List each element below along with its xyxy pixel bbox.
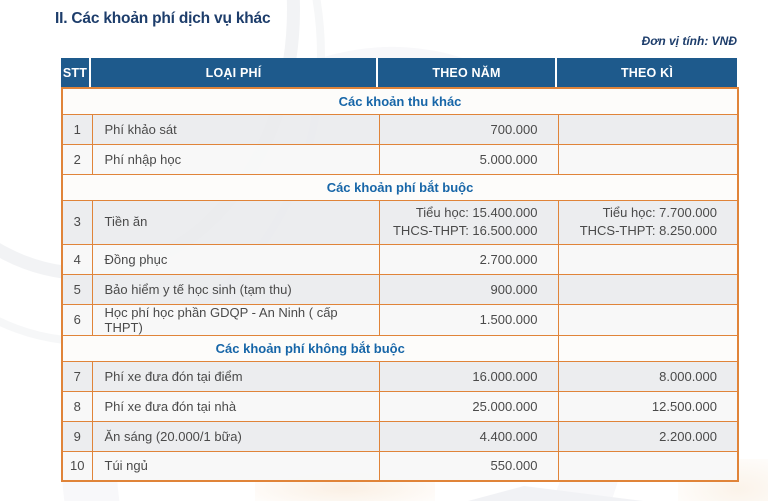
fees-table [61, 58, 737, 482]
column-header-fee: LOẠI PHÍ [91, 58, 378, 87]
yearly-amount-cell: 4.400.000 [379, 421, 558, 451]
fee-name-cell: Phí xe đưa đón tại nhà [92, 391, 379, 421]
term-amount-cell: 12.500.000 [558, 391, 738, 421]
yearly-amount-cell: 2.700.000 [379, 244, 558, 274]
page-title: II. Các khoản phí dịch vụ khác [55, 10, 271, 27]
fee-name-cell: Túi ngủ [92, 451, 379, 481]
fee-name-cell: Bảo hiểm y tế học sinh (tạm thu) [92, 274, 379, 304]
row-number-cell: 8 [62, 391, 92, 421]
term-amount-cell [558, 244, 738, 274]
table-row [62, 144, 738, 174]
fee-name-cell: Phí khảo sát [92, 114, 379, 144]
column-header-stt: STT [61, 58, 91, 87]
row-number-cell: 1 [62, 114, 92, 144]
yearly-amount-cell: 5.000.000 [379, 144, 558, 174]
row-number-cell: 10 [62, 451, 92, 481]
fee-name-cell: Học phí học phần GDQP - An Ninh ( cấp THPT) [92, 304, 379, 335]
table-header-row [61, 58, 737, 87]
table-row [62, 304, 738, 335]
section-empty-cell [558, 335, 738, 361]
term-amount-cell: 8.000.000 [558, 361, 738, 391]
term-amount-cell: Tiểu học: 7.700.000 THCS-THPT: 8.250.000 [558, 200, 738, 244]
section-label: Các khoản phí không bắt buộc [62, 335, 558, 361]
yearly-amount-cell: 1.500.000 [379, 304, 558, 335]
row-number-cell: 9 [62, 421, 92, 451]
table-row [62, 421, 738, 451]
column-header-term: THEO KÌ [620, 65, 674, 80]
fee-name-cell: Tiền ăn [92, 200, 379, 244]
content-area [55, 10, 737, 482]
section-label: Các khoản phí bắt buộc [62, 174, 738, 200]
table-row [62, 114, 738, 144]
fee-name-cell: Ăn sáng (20.000/1 bữa) [92, 421, 379, 451]
fee-name-cell: Phí xe đưa đón tại điểm [92, 361, 379, 391]
term-amount-cell [558, 144, 738, 174]
row-number-cell: 5 [62, 274, 92, 304]
table-row [62, 361, 738, 391]
fee-name-cell: Đồng phục [92, 244, 379, 274]
yearly-amount-cell: 550.000 [379, 451, 558, 481]
yearly-amount-cell: 900.000 [379, 274, 558, 304]
row-number-cell: 7 [62, 361, 92, 391]
yearly-amount-cell: 16.000.000 [379, 361, 558, 391]
row-number-cell: 3 [62, 200, 92, 244]
yearly-amount-cell: 700.000 [379, 114, 558, 144]
term-amount-cell [558, 451, 738, 481]
section-row [62, 174, 738, 200]
yearly-amount-cell: 25.000.000 [379, 391, 558, 421]
row-number-cell: 4 [62, 244, 92, 274]
currency-unit-note: Đơn vị tính: VNĐ [641, 34, 737, 48]
section-label: Các khoản thu khác [62, 88, 738, 114]
fees-table-body [61, 87, 739, 482]
column-header-yearly: THEO NĂM [378, 58, 557, 87]
table-row [62, 391, 738, 421]
table-row [62, 274, 738, 304]
table-row [62, 244, 738, 274]
yearly-amount-cell: Tiểu học: 15.400.000 THCS-THPT: 16.500.000 [379, 200, 558, 244]
section-row [62, 88, 738, 114]
fee-name-cell: Phí nhập học [92, 144, 379, 174]
section-row [62, 335, 738, 361]
table-row [62, 451, 738, 481]
row-number-cell: 6 [62, 304, 92, 335]
watermark-wedge-icon [468, 486, 643, 501]
term-amount-cell [558, 114, 738, 144]
term-amount-cell [558, 274, 738, 304]
term-amount-cell: 2.200.000 [558, 421, 738, 451]
table-row [62, 200, 738, 244]
row-number-cell: 2 [62, 144, 92, 174]
term-amount-cell [558, 304, 738, 335]
